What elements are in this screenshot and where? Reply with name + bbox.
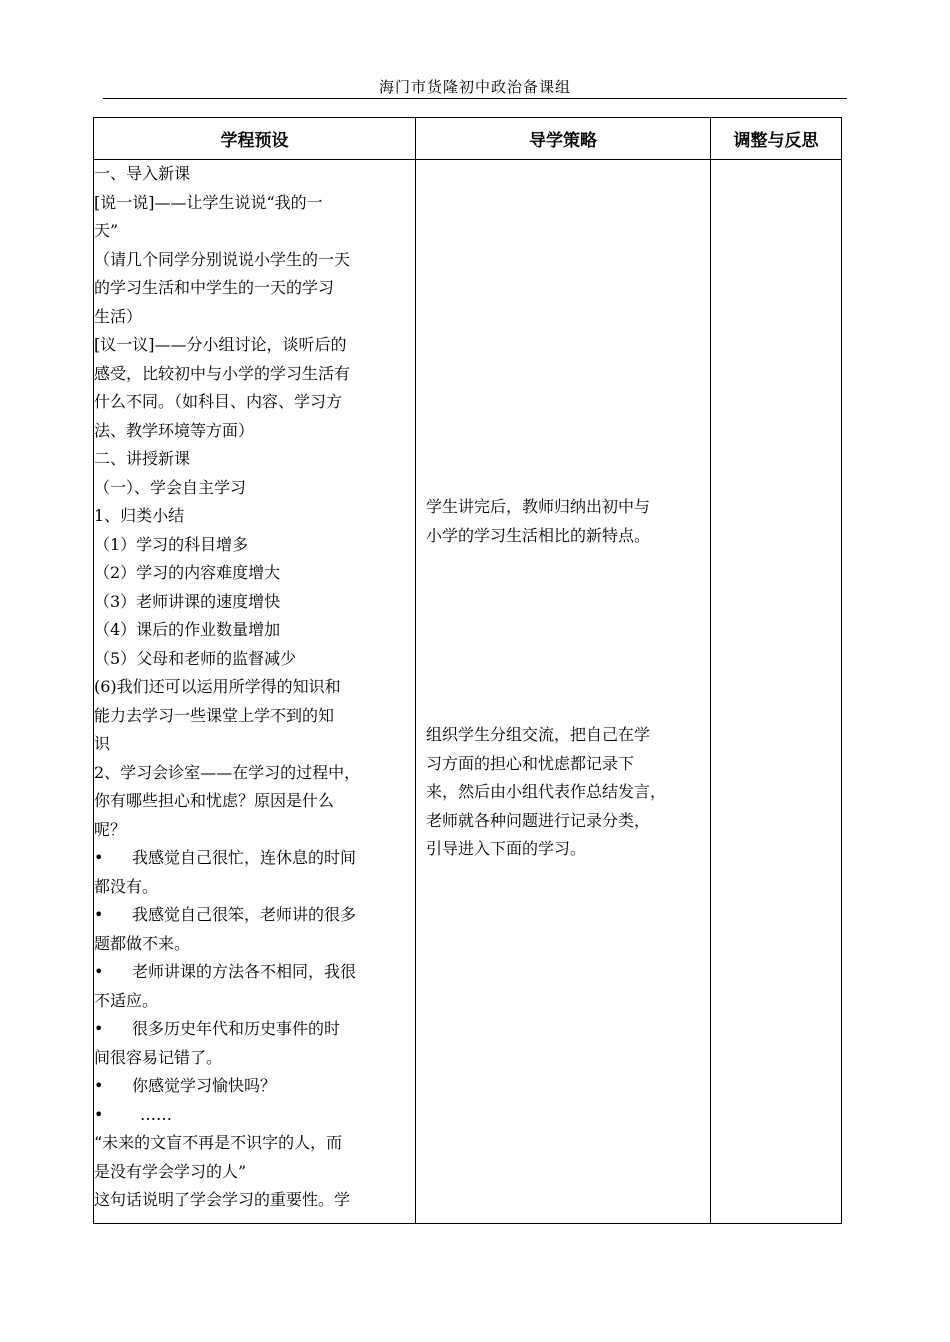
guidance-strategy-cell — [416, 160, 711, 1224]
quote-line: “未来的文盲不再是不识字的人，而 — [94, 1133, 343, 1152]
strategy-paragraph-group-discussion — [426, 721, 702, 864]
bullet-text: 间很容易记错了。 — [94, 1047, 223, 1067]
table-body-row — [94, 160, 842, 1224]
bullet-text: 我感觉自己很笨，老师讲的很多 — [132, 905, 357, 924]
bullet-text: 你感觉学习愉快吗？ — [132, 1076, 277, 1095]
text-line: 来，然后由小组代表作总结发言， — [426, 782, 667, 801]
table-header-row — [94, 118, 842, 160]
bullet-mark: • — [94, 905, 104, 924]
text-line: 什么不同。（如科目、内容、学习方 — [94, 392, 343, 411]
bullet-mark: • — [94, 848, 104, 867]
text-line: [说一说]——让学生说说“我的一 — [94, 192, 323, 212]
text-line: 学生讲完后，教师归纳出初中与 — [426, 497, 651, 516]
text-line: 小学的学习生活相比的新特点。 — [426, 525, 651, 545]
text-line: 组织学生分组交流，把自己在学 — [426, 725, 651, 744]
bullet-mark: • — [94, 1104, 104, 1124]
bullet-mark: • — [94, 1076, 104, 1095]
text-line: 你有哪些担心和忧虑？原因是什么 — [94, 791, 335, 810]
text-line: 1、归类小结 — [94, 506, 185, 525]
text-line: 法、教学环境等方面） — [94, 420, 255, 440]
text-line: 一、导入新课 — [94, 164, 191, 183]
column-header-guidance-strategy: 导学策略 — [416, 118, 711, 160]
text-line: 的学习生活和中学生的一天的学习 — [94, 278, 335, 297]
bullet-text: …… — [140, 1104, 172, 1124]
list-item: (6)我们还可以运用所学得的知识和 — [94, 677, 341, 696]
list-item: （1）学习的科目增多 — [94, 534, 249, 554]
text-line: 天” — [94, 221, 119, 240]
bullet-item — [94, 1015, 415, 1072]
bullet-item — [94, 1101, 415, 1130]
text-line: 习方面的担心和忧虑都记录下 — [426, 753, 635, 773]
bullet-item — [94, 901, 415, 958]
text-line: （请几个同学分别说说小学生的一天 — [94, 249, 351, 269]
worry-bullet-list — [94, 844, 415, 1129]
list-item: （4）课后的作业数量增加 — [94, 620, 281, 639]
subsection-heading: （一）、学会自主学习 — [94, 477, 247, 497]
lesson-plan-table — [93, 117, 842, 1224]
bullet-item — [94, 1072, 415, 1101]
column-header-learning-process: 学程预设 — [94, 118, 416, 160]
list-item: （3）老师讲课的速度增快 — [94, 591, 281, 611]
text-line: 2、学习会诊室——在学习的过程中， — [94, 762, 361, 782]
bullet-text: 题都做不来。 — [94, 933, 191, 953]
quote-paragraph — [94, 1129, 415, 1215]
intro-lines — [94, 160, 415, 844]
bullet-mark: • — [94, 962, 104, 981]
text-line: 老师就各种问题进行记录分类， — [426, 810, 651, 830]
list-item: （5）父母和老师的监督减少 — [94, 648, 297, 668]
text-line: 生活） — [94, 306, 143, 326]
bullet-text: 我感觉自己很忙，连休息的时间 — [132, 848, 357, 867]
text-line: 引导进入下面的学习。 — [426, 839, 587, 858]
section-heading: 二、讲授新课 — [94, 449, 191, 468]
bullet-mark: • — [94, 1019, 104, 1038]
text-line: [议一议]——分小组讨论，谈听后的 — [94, 335, 347, 354]
bullet-text: 不适应。 — [94, 990, 159, 1010]
page-header-title: 海门市货隆初中政治备课组 — [378, 78, 571, 96]
text-line: 识 — [94, 734, 111, 753]
bullet-item — [94, 958, 415, 1015]
bullet-text: 老师讲课的方法各不相同，我很 — [132, 962, 357, 981]
column-header-adjustment-reflection: 调整与反思 — [711, 118, 842, 160]
bullet-item — [94, 844, 415, 901]
quote-line: 是没有学会学习的人” — [94, 1161, 247, 1181]
text-line: 呢？ — [94, 819, 127, 839]
bullet-text: 很多历史年代和历史事件的时 — [132, 1019, 341, 1038]
text-line: 感受，比较初中与小学的学习生活有 — [94, 363, 351, 383]
list-item: （2）学习的内容难度增大 — [94, 563, 281, 582]
bullet-text: 都没有。 — [94, 876, 159, 896]
adjustment-reflection-cell — [711, 160, 842, 1224]
header-rule — [103, 98, 847, 99]
strategy-paragraph-summary — [426, 493, 702, 550]
text-line: 这句话说明了学会学习的重要性。学 — [94, 1190, 351, 1209]
learning-process-cell — [94, 160, 416, 1224]
text-line: 能力去学习一些课堂上学不到的知 — [94, 705, 335, 725]
